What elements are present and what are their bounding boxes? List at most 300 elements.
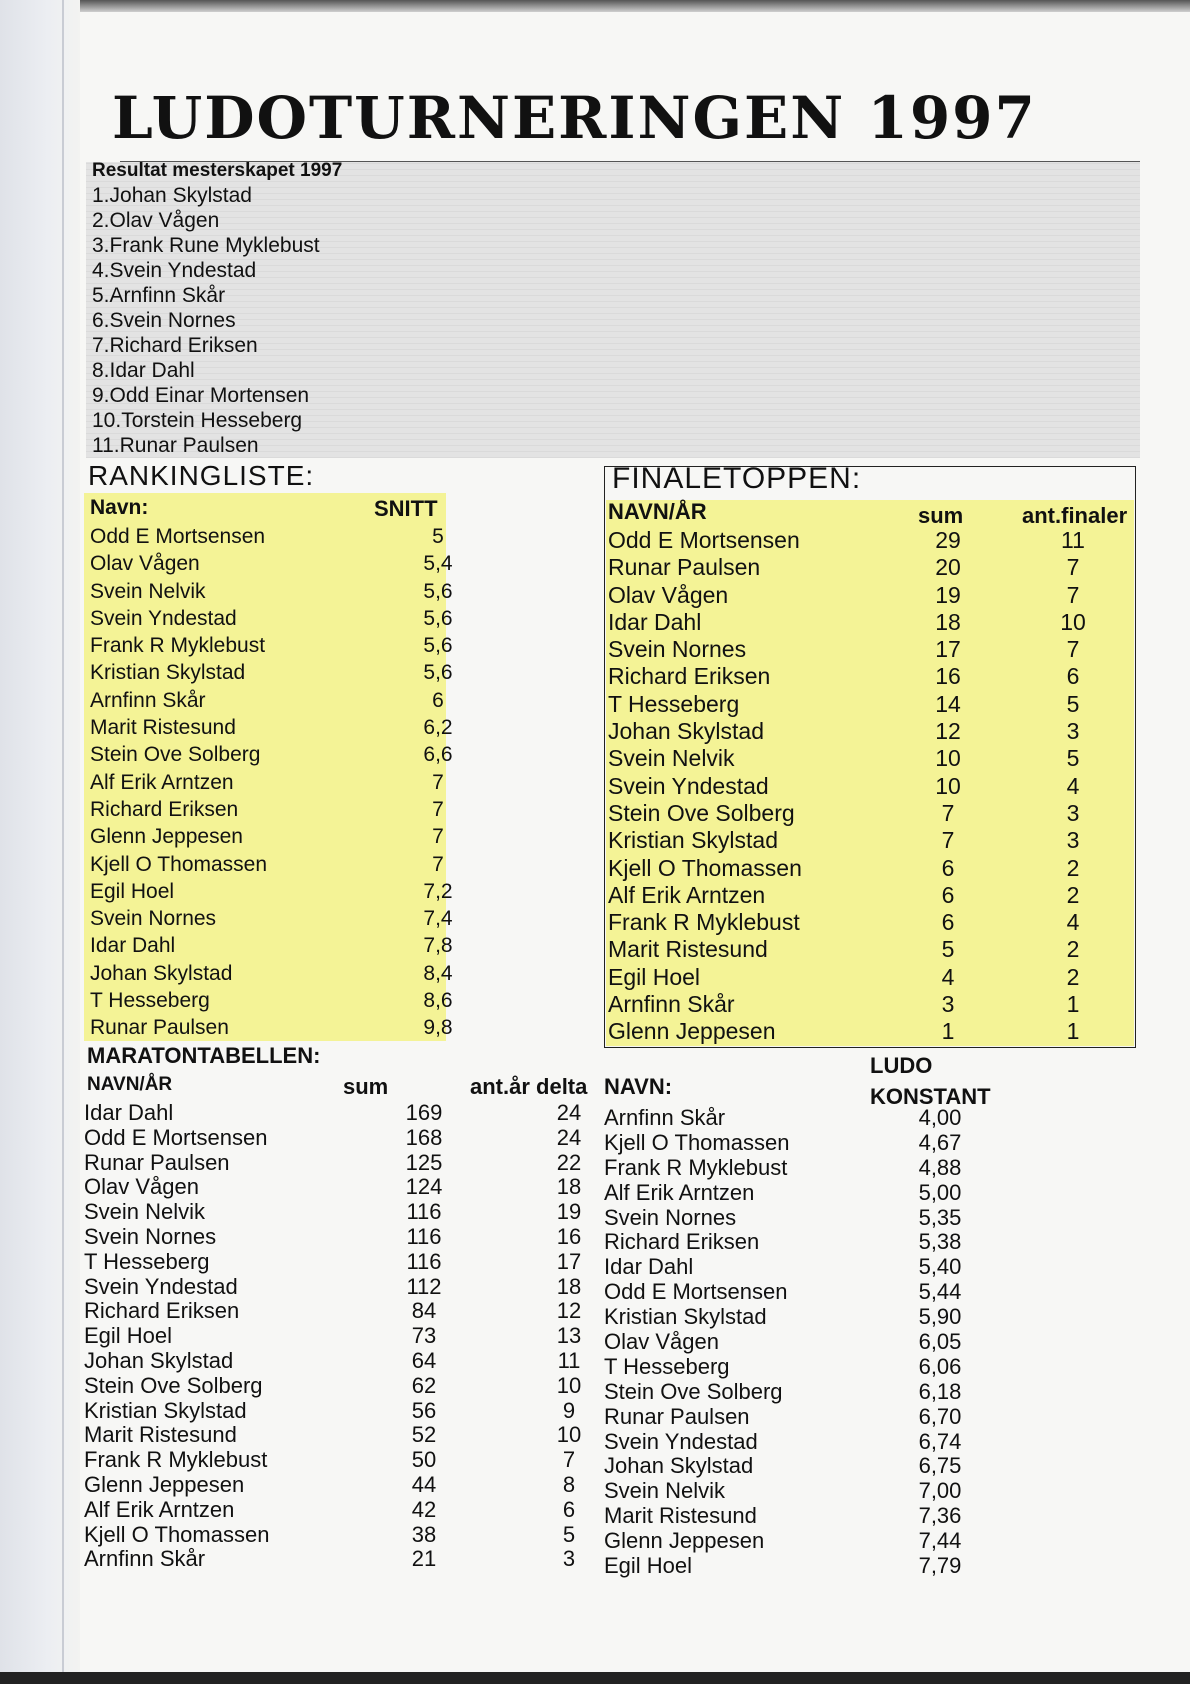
ludokonstant-row [604,1453,1134,1478]
ludokonstant-name: Johan Skylstad [604,1453,754,1479]
rankingliste-name: Marit Ristesund [90,716,236,740]
ludokonstant-row [604,1229,1134,1254]
finaletoppen-name: Johan Skylstad [608,718,764,745]
maratontabellen-col-ant: ant.år delta [470,1074,588,1099]
finaletoppen-name: Glenn Jeppesen [608,1018,776,1045]
rankingliste-name: Svein Nelvik [90,579,206,603]
maratontabellen-ant: 3 [562,1546,576,1572]
ludokonstant-table [604,1105,1134,1578]
maratontabellen-sum: 169 [405,1100,443,1125]
ludokonstant-value: 4,88 [918,1154,962,1180]
rankingliste-snitt: 8,6 [423,989,453,1013]
rankingliste-row [90,796,444,823]
ludokonstant-name: Idar Dahl [604,1254,694,1280]
finaletoppen-sum: 16 [935,663,961,690]
maratontabellen-name: Egil Hoel [84,1323,173,1349]
finaletoppen-sum: 6 [941,881,955,908]
maratontabellen-row [84,1398,584,1423]
rankingliste-snitt: 8,4 [423,961,453,985]
ludokonstant-value: 6,18 [918,1378,962,1404]
maratontabellen-name: T Hesseberg [84,1248,210,1274]
scan-top-edge [0,0,1190,12]
ludokonstant-name: Alf Erik Arntzen [604,1179,755,1205]
scan-bottom-edge [0,1672,1190,1684]
maratontabellen-name: Olav Vågen [84,1174,199,1200]
ludokonstant-row [604,1105,1134,1130]
finaletoppen-col-sum: sum [918,503,964,528]
rankingliste-name: Richard Eriksen [90,797,239,821]
rankingliste-name: Kristian Skylstad [90,661,246,685]
finaletoppen-row [608,991,1128,1018]
maratontabellen-name: Marit Ristesund [84,1422,237,1448]
rankingliste-snitt: 7 [432,852,444,876]
maratontabellen-ant: 16 [556,1223,582,1249]
rankingliste-snitt: 7 [432,825,444,849]
rankingliste-name: Svein Yndestad [90,606,237,630]
finaletoppen-name: Frank R Myklebust [608,909,800,936]
ludokonstant-value: 5,35 [918,1204,962,1230]
ludokonstant-value: 6,70 [918,1403,962,1429]
finaletoppen-row [608,773,1128,800]
finaletoppen-ant: 10 [1060,608,1086,635]
rankingliste-snitt: 5,4 [423,552,453,576]
ludokonstant-value: 5,90 [918,1304,962,1330]
rankingliste-row [90,632,453,659]
maratontabellen-sum: 56 [411,1397,437,1423]
maratontabellen-sum: 52 [411,1422,437,1448]
ludokonstant-col-value [870,1050,991,1112]
maratontabellen-row [84,1150,584,1175]
ludokonstant-row [604,1404,1134,1429]
ludokonstant-name: Runar Paulsen [604,1403,750,1429]
rankingliste-name: Olav Vågen [90,552,200,576]
results-item: 8.Idar Dahl [92,359,195,382]
ludokonstant-row [604,1528,1134,1553]
rankingliste-snitt: 7,2 [423,879,453,903]
maratontabellen-ant: 11 [557,1347,581,1373]
finaletoppen-name: Kristian Skylstad [608,827,779,854]
results-item: 9.Odd Einar Mortensen [92,384,310,407]
ludokonstant-row [604,1254,1134,1279]
finaletoppen-sum: 20 [935,554,961,581]
maratontabellen-sum: 21 [411,1546,437,1572]
finaletoppen-row [608,800,1128,827]
rankingliste-row [90,605,453,632]
ludokonstant-name: Odd E Mortsensen [604,1279,788,1305]
rankingliste-snitt: 5 [432,525,444,548]
maratontabellen-name: Frank R Myklebust [84,1447,268,1473]
results-item: 4.Svein Yndestad [92,259,257,282]
ludokonstant-row [604,1155,1134,1180]
rankingliste-snitt: 7 [432,770,444,794]
finaletoppen-sum: 14 [935,690,961,717]
rankingliste-name: Stein Ove Solberg [90,743,261,767]
maratontabellen-row [84,1224,584,1249]
maratontabellen-name: Idar Dahl [84,1100,174,1125]
maratontabellen-row [84,1323,584,1348]
finaletoppen-name: Egil Hoel [608,963,701,990]
finaletoppen-ant: 5 [1066,690,1080,717]
ludokonstant-value: 4,67 [918,1129,962,1155]
maratontabellen-name: Runar Paulsen [84,1149,230,1175]
finaletoppen-row [608,691,1128,718]
maratontabellen-row [84,1546,584,1571]
ludokonstant-value: 5,38 [918,1229,962,1255]
finaletoppen-ant: 2 [1066,854,1080,881]
maratontabellen-title: MARATONTABELLEN: [87,1043,321,1068]
finaletoppen-row [608,609,1128,636]
finaletoppen-ant: 3 [1066,827,1080,854]
ludokonstant-name: Olav Vågen [604,1329,719,1355]
maratontabellen-sum: 64 [411,1347,437,1373]
maratontabellen-sum: 62 [411,1372,437,1398]
finaletoppen-ant: 2 [1066,881,1080,908]
ludokonstant-name: Richard Eriksen [604,1229,760,1255]
ludokonstant-value: 6,75 [918,1453,962,1479]
finaletoppen-sum: 10 [935,745,961,772]
rankingliste-row [90,714,453,741]
rankingliste-row [90,523,444,550]
maratontabellen-ant: 24 [556,1100,582,1125]
maratontabellen-sum: 168 [405,1124,443,1150]
maratontabellen-name: Johan Skylstad [84,1347,234,1373]
ludokonstant-row [604,1304,1134,1329]
ludokonstant-row [604,1180,1134,1205]
ludokonstant-row [604,1329,1134,1354]
rankingliste-name: Alf Erik Arntzen [90,770,234,794]
maratontabellen-ant: 19 [556,1199,582,1225]
rankingliste-name: Odd E Mortsensen [90,525,266,548]
page-fold [0,0,80,1684]
finaletoppen-ant: 2 [1066,963,1080,990]
finaletoppen-ant: 7 [1066,581,1080,608]
finaletoppen-col-ant: ant.finaler [1022,503,1128,528]
finaletoppen-sum: 5 [941,936,955,963]
ludokonstant-name: Egil Hoel [604,1553,693,1579]
rankingliste-snitt: 5,6 [423,661,453,685]
ludokonstant-name: Frank R Myklebust [604,1154,788,1180]
finaletoppen-sum: 6 [941,854,955,881]
results-item: 1.Johan Skylstad [92,184,252,207]
results-item: 3.Frank Rune Myklebust [92,234,320,257]
rankingliste-row [90,932,453,959]
rankingliste-row [90,878,453,905]
maratontabellen-col-navn: NAVN/ÅR [87,1074,173,1095]
finaletoppen-row [608,936,1128,963]
ludokonstant-value: 6,06 [918,1353,962,1379]
rankingliste-row [90,1014,453,1041]
finaletoppen-name: Stein Ove Solberg [608,799,795,826]
rankingliste-snitt: 6,6 [423,743,453,767]
rankingliste-name: Glenn Jeppesen [90,825,243,849]
rankingliste-name: Kjell O Thomassen [90,852,268,876]
finaletoppen-ant: 2 [1066,936,1080,963]
ludokonstant-value: 6,05 [918,1329,962,1355]
results-item: 6.Svein Nornes [92,309,236,332]
finaletoppen-name: Runar Paulsen [608,554,761,581]
finaletoppen-name: T Hesseberg [608,690,740,717]
rankingliste-name: Johan Skylstad [90,961,233,985]
finaletoppen-name: Richard Eriksen [608,663,771,690]
maratontabellen-ant: 17 [556,1248,582,1274]
ludokonstant-value: 7,36 [918,1503,962,1529]
maratontabellen-sum: 125 [405,1149,443,1175]
finaletoppen-name: Arnfinn Skår [608,991,735,1018]
maratontabellen-name: Kjell O Thomassen [84,1521,270,1547]
rankingliste-row [90,960,453,987]
finaletoppen-row [608,745,1128,772]
maratontabellen-row [84,1125,584,1150]
finaletoppen-row [608,855,1128,882]
finaletoppen-col-navn: NAVN/ÅR [608,499,707,524]
maratontabellen-row [84,1447,584,1472]
ludokonstant-name: Marit Ristesund [604,1503,757,1529]
finaletoppen-ant: 5 [1066,745,1080,772]
finaletoppen-name: Olav Vågen [608,581,729,608]
finaletoppen-sum: 19 [935,581,961,608]
ludokonstant-value: 4,00 [918,1105,962,1130]
maratontabellen-row [84,1472,584,1497]
page-fold-line [62,0,64,1684]
ludokonstant-value: 7,79 [918,1553,962,1579]
ludokonstant-value: 6,74 [918,1428,962,1454]
maratontabellen-sum: 116 [406,1223,442,1249]
maratontabellen-ant: 6 [562,1496,576,1522]
finaletoppen-ant: 11 [1061,527,1085,553]
maratontabellen-sum: 116 [406,1199,442,1225]
ludokonstant-row [604,1205,1134,1230]
rankingliste-col-snitt: SNITT [374,496,438,521]
finaletoppen-ant: 4 [1066,909,1080,936]
ludokonstant-row [604,1478,1134,1503]
maratontabellen-name: Arnfinn Skår [84,1546,206,1572]
maratontabellen-sum: 124 [405,1174,443,1200]
maratontabellen-name: Kristian Skylstad [84,1397,247,1423]
rankingliste-row [90,823,444,850]
ludokonstant-row [604,1379,1134,1404]
maratontabellen-ant: 8 [562,1471,576,1497]
maratontabellen-sum: 44 [411,1471,437,1497]
finaletoppen-row [608,827,1128,854]
finaletoppen-ant: 3 [1066,718,1080,745]
results-heading: Resultat mesterskapet 1997 [92,160,343,181]
rankingliste-snitt: 7,8 [423,934,453,958]
finaletoppen-sum: 1 [941,1018,955,1045]
ludokonstant-name: Arnfinn Skår [604,1105,726,1130]
finaletoppen-name: Kjell O Thomassen [608,854,802,881]
ludokonstant-row [604,1429,1134,1454]
finaletoppen-name: Marit Ristesund [608,936,768,963]
ludokonstant-name: T Hesseberg [604,1353,730,1379]
maratontabellen-name: Svein Nornes [84,1223,217,1249]
finaletoppen-ant: 3 [1066,799,1080,826]
finaletoppen-name: Svein Yndestad [608,772,769,799]
maratontabellen-sum: 38 [411,1521,437,1547]
maratontabellen-row [84,1249,584,1274]
maratontabellen-sum: 42 [411,1496,437,1522]
rankingliste-name: Idar Dahl [90,934,176,958]
finaletoppen-sum: 12 [935,718,961,745]
finaletoppen-name: Idar Dahl [608,608,702,635]
maratontabellen-name: Glenn Jeppesen [84,1471,245,1497]
ludokonstant-name: Stein Ove Solberg [604,1378,783,1404]
rankingliste-row [90,659,453,686]
finaletoppen-ant: 7 [1066,636,1080,663]
finaletoppen-sum: 3 [941,991,955,1018]
finaletoppen-row [608,554,1128,581]
finaletoppen-sum: 7 [941,827,955,854]
maratontabellen-row [84,1522,584,1547]
rankingliste-row [90,769,444,796]
ludokonstant-row [604,1130,1134,1155]
rankingliste-snitt: 7 [432,797,444,821]
maratontabellen-sum: 112 [406,1273,442,1299]
rankingliste-name: Frank R Myklebust [90,634,266,658]
rankingliste-snitt: 5,6 [423,634,453,658]
finaletoppen-sum: 6 [941,909,955,936]
finaletoppen-row [608,909,1128,936]
maratontabellen-ant: 10 [556,1372,582,1398]
ludokonstant-row [604,1279,1134,1304]
maratontabellen-row [84,1174,584,1199]
rankingliste-row [90,687,444,714]
maratontabellen-row [84,1298,584,1323]
finaletoppen-row [608,582,1128,609]
ludokonstant-name: Svein Nornes [604,1204,737,1230]
rankingliste-name: Svein Nornes [90,907,217,931]
finaletoppen-sum: 29 [935,527,961,553]
maratontabellen-ant: 12 [556,1298,582,1324]
results-list [92,158,342,458]
maratontabellen-ant: 18 [556,1273,582,1299]
ludokonstant-name: Glenn Jeppesen [604,1528,765,1554]
rankingliste-row [90,987,453,1014]
ludokonstant-value: 7,44 [918,1528,962,1554]
rankingliste-snitt: 7,4 [423,907,453,931]
finaletoppen-row [608,882,1128,909]
maratontabellen-name: Odd E Mortsensen [84,1124,268,1150]
finaletoppen-row [608,663,1128,690]
maratontabellen-ant: 5 [562,1521,576,1547]
finaletoppen-ant: 1 [1066,1018,1080,1045]
finaletoppen-ant: 1 [1066,991,1080,1018]
finaletoppen-name: Odd E Mortsensen [608,527,800,553]
ludokonstant-value: 5,44 [918,1279,962,1305]
rankingliste-name: Arnfinn Skår [90,688,206,712]
rankingliste-row [90,578,453,605]
maratontabellen-row [84,1422,584,1447]
ludokonstant-col-navn: NAVN: [604,1074,673,1099]
rankingliste-row [90,905,453,932]
finaletoppen-sum: 18 [935,608,961,635]
maratontabellen-ant: 24 [556,1124,582,1150]
rankingliste-snitt: 5,6 [423,579,453,603]
maratontabellen-ant: 22 [556,1149,582,1175]
maratontabellen-row [84,1348,584,1373]
ludokonstant-value: 5,40 [918,1254,962,1280]
finaletoppen-title: FINALETOPPEN: [612,462,862,495]
rankingliste-snitt: 5,6 [423,606,453,630]
ludokonstant-col-value-line1: LUDO [870,1053,933,1078]
finaletoppen-ant: 6 [1066,663,1080,690]
maratontabellen-sum: 73 [411,1323,437,1349]
rankingliste-snitt: 9,8 [423,1016,453,1040]
ludokonstant-row [604,1354,1134,1379]
results-item: 5.Arnfinn Skår [92,284,226,307]
maratontabellen-row [84,1199,584,1224]
maratontabellen-sum: 84 [411,1298,437,1324]
finaletoppen-name: Alf Erik Arntzen [608,881,766,908]
maratontabellen-sum: 116 [406,1248,442,1274]
maratontabellen-col-sum: sum [343,1074,389,1099]
rankingliste-name: Runar Paulsen [90,1016,229,1040]
maratontabellen-row [84,1100,584,1125]
maratontabellen-ant: 13 [556,1323,582,1349]
finaletoppen-row [608,636,1128,663]
maratontabellen-name: Richard Eriksen [84,1298,240,1324]
finaletoppen-row [608,718,1128,745]
results-item: 11.Runar Paulsen [92,434,259,457]
maratontabellen-name: Svein Yndestad [84,1273,238,1299]
rankingliste-name: T Hesseberg [90,989,210,1013]
ludokonstant-name: Kjell O Thomassen [604,1129,790,1155]
maratontabellen-name: Svein Nelvik [84,1199,206,1225]
rankingliste-row [90,741,453,768]
finaletoppen-row [608,964,1128,991]
rankingliste-title: RANKINGLISTE: [88,460,315,491]
ludokonstant-col-value-line2: KONSTANT [870,1084,991,1109]
maratontabellen-sum: 50 [411,1447,437,1473]
ludokonstant-name: Svein Nelvik [604,1478,726,1504]
maratontabellen-table [84,1100,584,1571]
maratontabellen-name: Stein Ove Solberg [84,1372,263,1398]
finaletoppen-name: Svein Nornes [608,636,747,663]
rankingliste-name: Egil Hoel [90,879,175,903]
ludokonstant-name: Svein Yndestad [604,1428,758,1454]
rankingliste-table [90,523,453,1042]
maratontabellen-ant: 9 [562,1397,576,1423]
rankingliste-row [90,851,444,878]
rankingliste-row [90,550,453,577]
ludokonstant-value: 7,00 [918,1478,962,1504]
finaletoppen-sum: 10 [935,772,961,799]
ludokonstant-row [604,1553,1134,1578]
maratontabellen-row [84,1497,584,1522]
results-item: 7.Richard Eriksen [92,334,258,357]
finaletoppen-ant: 4 [1066,772,1080,799]
rankingliste-snitt: 6 [432,688,444,712]
page-title: LUDOTURNERINGEN 1997 [112,84,1037,152]
results-item: 10.Torstein Hesseberg [92,409,303,432]
maratontabellen-ant: 18 [556,1174,582,1200]
finaletoppen-name: Svein Nelvik [608,745,735,772]
finaletoppen-sum: 4 [941,963,955,990]
ludokonstant-name: Kristian Skylstad [604,1304,767,1330]
finaletoppen-table [608,527,1128,1046]
ludokonstant-row [604,1503,1134,1528]
ludokonstant-value: 5,00 [918,1179,962,1205]
finaletoppen-sum: 7 [941,799,955,826]
results-item: 2.Olav Vågen [92,209,220,232]
finaletoppen-row [608,1018,1128,1045]
finaletoppen-sum: 17 [935,636,961,663]
maratontabellen-name: Alf Erik Arntzen [84,1496,235,1522]
finaletoppen-ant: 7 [1066,554,1080,581]
rankingliste-col-navn: Navn: [90,496,149,519]
finaletoppen-row [608,527,1128,554]
maratontabellen-row [84,1274,584,1299]
rankingliste-snitt: 6,2 [423,716,453,740]
